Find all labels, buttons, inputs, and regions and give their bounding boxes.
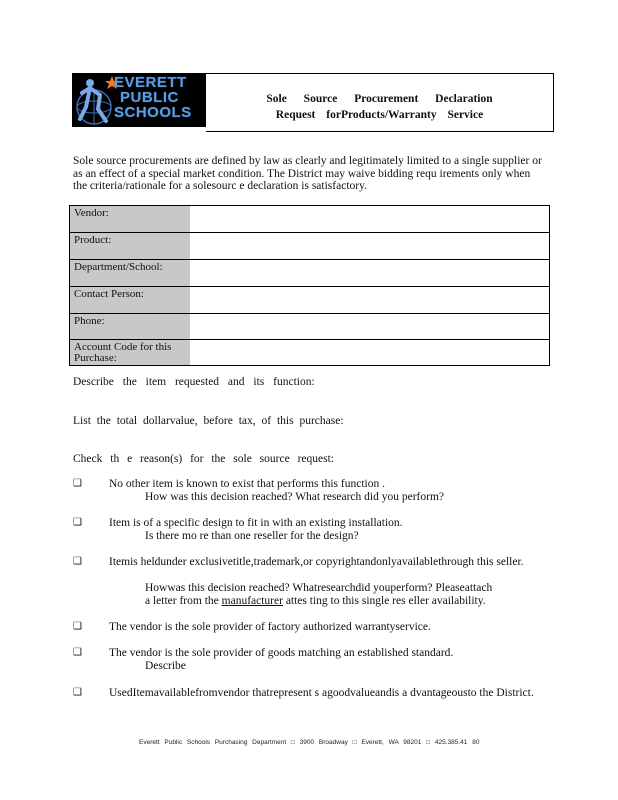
reason-subquestion: How was this decision reached? What research did you perform? — [145, 491, 444, 503]
vendor-field[interactable] — [190, 206, 549, 232]
attesting-text: attes ting to this single res eller availability. — [285, 595, 486, 607]
department-label: Department/School: — [70, 260, 190, 286]
reason-subquestion: Howwas this decision reached? Whatresearchdid youperform? Pleaseattach — [145, 582, 493, 594]
account-code-field[interactable] — [190, 340, 549, 365]
vendor-label: Vendor: — [70, 206, 190, 232]
reason-text: Item is of a specific design to fit in with an existing installation. — [109, 517, 403, 529]
reason-subquestion: Describe — [145, 660, 186, 672]
table-row-department — [70, 260, 549, 287]
table-row-contact — [70, 287, 549, 314]
intro-paragraph — [73, 155, 543, 193]
account-code-label: Account Code for this Purchase: — [70, 340, 190, 365]
product-field[interactable] — [190, 233, 549, 259]
form-title-line-2: Request forProducts/Warranty Service — [275, 109, 484, 121]
check-reasons-question: Check th e reason(s) for the sole source request: — [73, 453, 334, 465]
checkbox-icon[interactable]: ❑ — [73, 621, 82, 632]
department-field[interactable] — [190, 260, 549, 286]
form-title-line-1: Sole Source Procurement Declaration — [266, 93, 493, 105]
describe-item-question: Describe the item requested and its function: — [73, 376, 315, 388]
table-row-phone — [70, 314, 549, 340]
reason-text: No other item is known to exist that performs this function . — [109, 478, 385, 490]
logo-line-2: PUBLIC — [120, 89, 179, 106]
reason-text: The vendor is the sole provider of factory authorized warrantyservice. — [109, 621, 431, 633]
contact-label: Contact Person: — [70, 287, 190, 313]
checkbox-icon[interactable]: ❑ — [73, 647, 82, 658]
logo-wordmark — [114, 75, 206, 120]
everett-public-schools-logo — [72, 73, 206, 127]
form-title-box — [206, 73, 554, 132]
product-label: Product: — [70, 233, 190, 259]
phone-field[interactable] — [190, 314, 549, 339]
intro-text: Sole source procurements are defined by law as clearly and legitimately limited to a single supplier or as an effect of a special market condition. The District may waive bidding requ irements only when the criteria/rationale for a solesourc e declaration is satisfactory. — [73, 155, 542, 192]
total-value-question: List the total dollarvalue, before tax, of this purchase: — [73, 415, 344, 427]
checkbox-icon[interactable]: ❑ — [73, 478, 82, 489]
checkbox-icon[interactable]: ❑ — [73, 517, 82, 528]
logo-line-1: EVERETT — [114, 74, 187, 91]
reason-text: The vendor is the sole provider of goods matching an established standard. — [109, 647, 454, 659]
table-row-account-code — [70, 340, 549, 365]
reason-text: Itemis heldunder exclusivetitle,trademark,or copyrightandonlyavailablethrough this seller. — [109, 556, 524, 568]
checkbox-icon[interactable]: ❑ — [73, 687, 82, 698]
table-row-vendor — [70, 206, 549, 233]
checkbox-icon[interactable]: ❑ — [73, 556, 82, 567]
phone-label: Phone: — [70, 314, 190, 339]
reason-text: UsedItemavailablefromvendor thatrepresent s agoodvalueandis a dvantageousto the District. — [109, 687, 534, 699]
contact-field[interactable] — [190, 287, 549, 313]
manufacturer-text: manufacturer — [221, 595, 283, 607]
reason-subquestion-line-2 — [145, 595, 545, 608]
table-row-product — [70, 233, 549, 260]
attach-letter-text: a letter from the — [145, 595, 219, 607]
logo-line-3: SCHOOLS — [114, 104, 192, 121]
page-footer: Everett Public Schools Purchasing Department □ 3900 Broadway □ Everett, WA 98201 □ 425.385.41 80 — [139, 739, 480, 746]
info-table — [69, 205, 550, 366]
reason-subquestion: Is there mo re than one reseller for the design? — [145, 530, 359, 542]
